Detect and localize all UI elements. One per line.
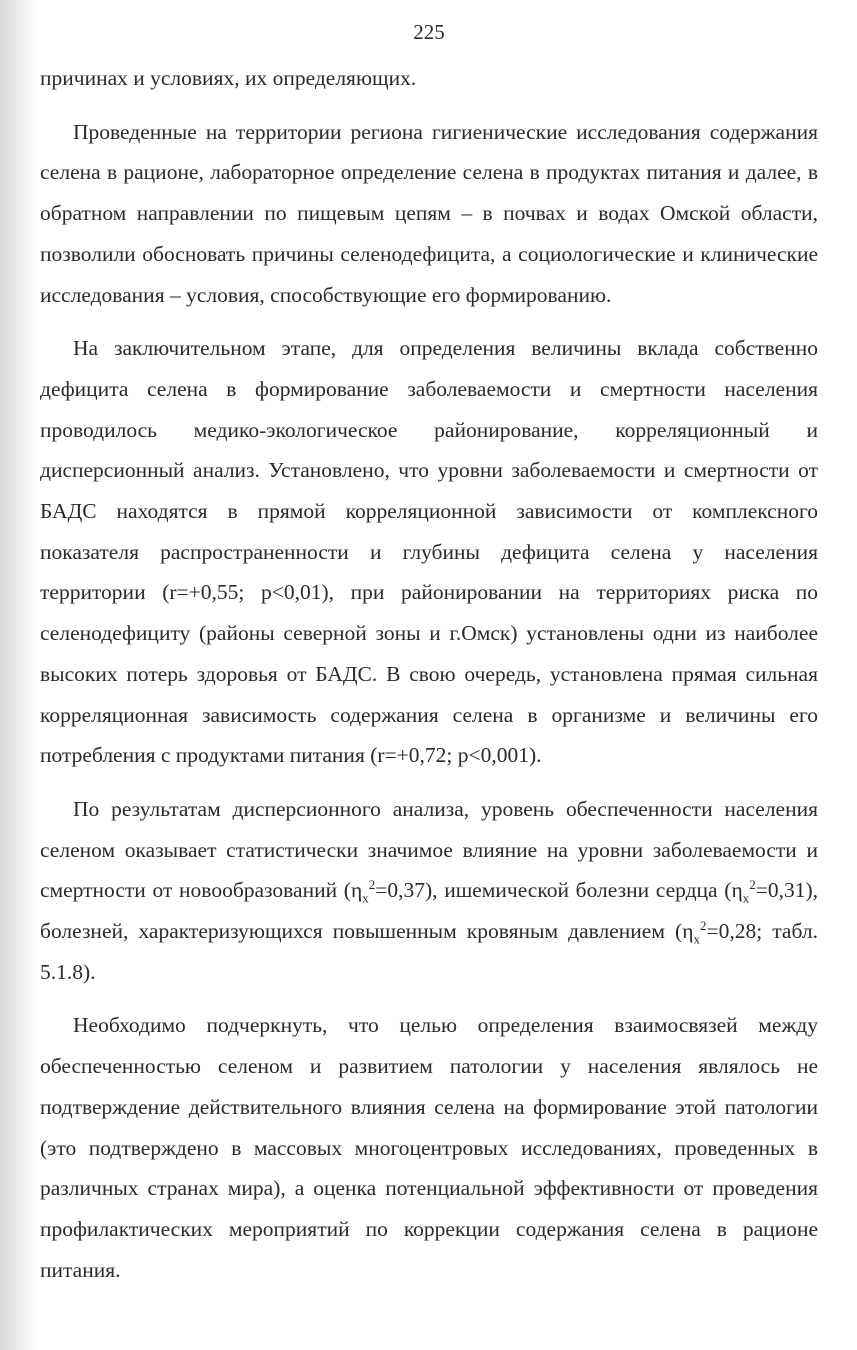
paragraph-2: Проведенные на территории региона гигиенические исследования содержания селена в рационе, лабораторное определение селена в продуктах питания и далее, в обратном направлении по пищевым цепям – в почвах и водах Омской области, позволили обосновать причины селенодефицита, а социологические и клинические исследования – условия, способствующие его формированию.: [40, 119, 818, 307]
eta-superscript-3: 2: [699, 917, 707, 933]
paragraph-4: [40, 789, 818, 993]
eta-subscript-2: x: [742, 890, 750, 906]
eta-subscript-1: x: [362, 890, 369, 906]
paragraph-4-part-b: =0,37), ишемической болезни сердца (η: [375, 878, 743, 903]
paragraph-4-part-a: По результатам дисперсионного анализа, уровень обеспеченности населения селеном оказывает статистически значимое влияние на уровни заболеваемости и смертности от новообразований (η: [40, 796, 818, 903]
paragraph-4-part-d: =0,28; табл. 5.1.8).: [40, 919, 818, 984]
page-number: 225: [413, 20, 445, 44]
paragraph-3: На заключительном этапе, для определения величины вклада собственно дефицита селена в формирование заболеваемости и смертности населения проводилось медико-экологическое районирование, корреляционный и дисперсионный анализ. Установлено, что уровни заболеваемости и смертности от БАДС находятся в прямой корреляционной зависимости от комплексного показателя распространенности и глубины дефицита селена у населения территории (r=+0,55; p<0,01), при районировании на территориях риска по селенодефициту (районы северной зоны и г.Омск) установлены одни из наиболее высоких потерь здоровья от БАДС. В свою очередь, установлена прямая сильная корреляционная зависимость содержания селена в организме и величины его потребления с продуктами питания (r=+0,72; p<0,001).: [40, 336, 818, 768]
scan-shadow: [0, 0, 40, 1350]
eta-superscript-1: 2: [368, 877, 376, 893]
paragraph-1: причинах и условиях, их определяющих.: [40, 66, 417, 90]
eta-superscript-2: 2: [749, 877, 756, 893]
body-text: [40, 58, 818, 1303]
eta-subscript-3: x: [693, 931, 700, 947]
paragraph-5: Необходимо подчеркнуть, что целью определения взаимосвязей между обеспеченностью селеном и развитием патологии у населения являлось не подтверждение действительного влияния селена на формирование этой патологии (это подтверждено в массовых многоцентровых исследованиях, проведенных в различных странах мира), а оценка потенциальной эффективности от проведения профилактических мероприятий по коррекции содержания селена в рационе питания.: [40, 1013, 818, 1282]
paragraph-4-part-c: =0,31), болезней, характеризующихся повышенным кровяным давлением (η: [40, 878, 818, 944]
